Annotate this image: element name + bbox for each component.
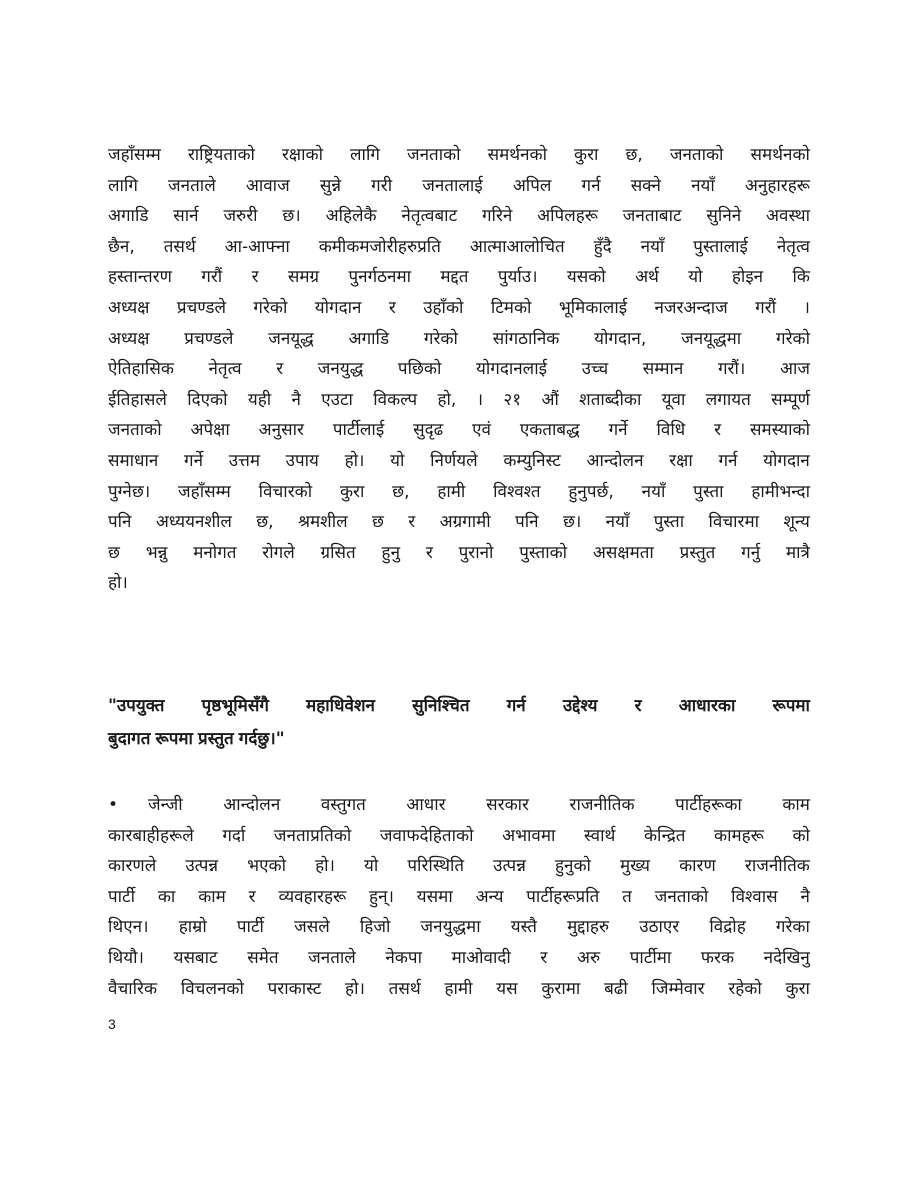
text-line: वैचारिक विचलनको पराकास्ट हो। तसर्थ हामी यस कुरामा बढी जिम्मेवार रहेको कुरा — [108, 978, 810, 999]
text-line: "उपयुक्त पृष्ठभूमिसँगै महाधिवेशन सुनिश्चित गर्न उद्देश्य र आधारका रूपमा — [108, 696, 810, 716]
text-line: थिएन। हाम्रो पार्टी जसले हिजो जनयुद्धमा यस्तै मुद्दाहरु उठाएर विद्रोह गरेका — [108, 917, 810, 938]
text-line: छ भन्नु मनोगत रोगले ग्रसित हुनु र पुरानो पुस्ताको असक्षमता प्रस्तुत गर्नु मात्रै — [108, 542, 810, 563]
section-heading — [108, 690, 810, 756]
text-line: ऐतिहासिक नेतृत्व र जनयुद्ध पछिको योगदानलाई उच्च सम्मान गरौं। आज — [108, 359, 810, 380]
paragraph-1 — [108, 140, 810, 599]
text-line: ईतिहासले दिएको यही नै एउटा विकल्प हो, । २१ औं शताब्दीका यूवा लगायत सम्पूर्ण — [108, 389, 810, 410]
text-line: पुग्नेछ। जहाँसम्म विचारको कुरा छ, हामी विश्वश्त हुनुपर्छ, नयाँ पुस्ता हामीभन्दा — [108, 481, 810, 502]
bullet-paragraph — [108, 790, 810, 1004]
text-line: कारबाहीहरूले गर्दा जनताप्रतिको जवाफदेहिताको अभावमा स्वार्थ केन्द्रित कामहरू को — [108, 825, 810, 846]
text-line: लागि जनताले आवाज सुन्ने गरी जनतालाई अपिल गर्न सक्ने नयाँ अनुहारहरू — [108, 175, 810, 196]
text-line: अगाडि सार्न जरुरी छ। अहिलेकै नेतृत्वबाट गरिने अपिलहरू जनताबाट सुनिने अवस्था — [108, 206, 810, 227]
text-line: बुदागत रूपमा प्रस्तुत गर्दछु।" — [108, 729, 285, 749]
text-line: अध्यक्ष प्रचण्डले गरेको योगदान र उहाँको टिमको भूमिकालाई नजरअन्दाज गरौं । — [108, 297, 810, 318]
page-number: 3 — [108, 1016, 116, 1032]
bullet-marker: • — [108, 795, 119, 815]
text-line: हस्तान्तरण गरौं र समग्र पुनर्गठनमा मद्दत पुर्याउ। यसको अर्थ यो होइन कि — [108, 267, 810, 288]
text-line: थियौ। यसबाट समेत जनताले नेकपा माओवादी र अरु पार्टीमा फरक नदेखिनु — [108, 947, 810, 968]
text-line: छैन, तसर्थ आ-आफ्ना कमीकमजोरीहरुप्रति आत्माआलोचित हुँदै नयाँ पुस्तालाई नेतृत्व — [108, 236, 810, 257]
text-line: पनि अध्ययनशील छ, श्रमशील छ र अग्रगामी पनि छ। नयाँ पुस्ता विचारमा शून्य — [108, 512, 810, 533]
text-line: पार्टी का काम र व्यवहारहरू हुन्। यसमा अन्य पार्टीहरूप्रति त जनताको विश्वास नै — [108, 886, 810, 907]
text-line: जनताको अपेक्षा अनुसार पार्टीलाई सुदृढ एवं एकताबद्ध गर्ने विधि र समस्याको — [108, 420, 810, 441]
bullet-first-line-text: जेन्जी आन्दोलन वस्तुगत आधार सरकार राजनीतिक पार्टीहरूका काम — [148, 795, 810, 815]
text-line: समाधान गर्ने उत्तम उपाय हो। यो निर्णयले कम्युनिस्ट आन्दोलन रक्षा गर्न योगदान — [108, 450, 810, 471]
text-line: कारणले उत्पन्न भएको हो। यो परिस्थिति उत्पन्न हुनुको मुख्य कारण राजनीतिक — [108, 856, 810, 877]
text-line: हो। — [108, 573, 128, 594]
text-line: जहाँसम्म राष्ट्रियताको रक्षाको लागि जनताको समर्थनको कुरा छ, जनताको समर्थनको — [108, 145, 810, 165]
bullet-first-line — [108, 790, 810, 821]
text-line: अध्यक्ष प्रचण्डले जनयूद्ध अगाडि गरेको सांगठानिक योगदान, जनयूद्धमा गरेको — [108, 328, 810, 349]
